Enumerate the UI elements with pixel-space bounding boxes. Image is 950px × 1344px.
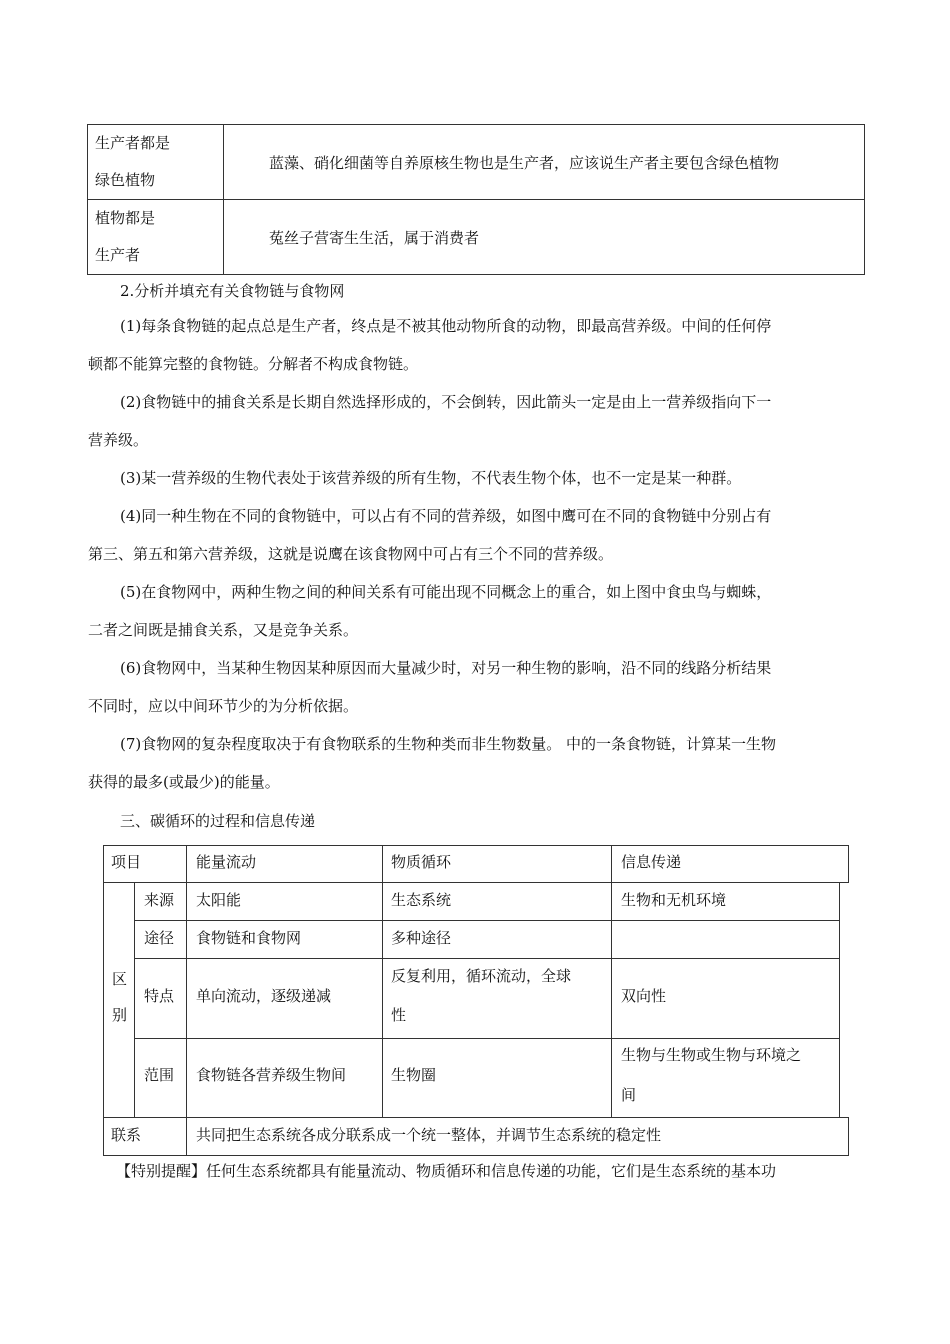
correction-cell: 蓝藻、硝化细菌等自养原核生物也是生产者，应该说生产者主要包含绿色植物 (224, 125, 865, 200)
table-row (88, 125, 865, 200)
table-row (88, 200, 865, 275)
paragraph-line: 获得的最多(或最少)的能量。 (88, 773, 280, 791)
cell-info: 间 (621, 1086, 637, 1104)
header-item: 项目 (111, 853, 142, 871)
cell-energy: 太阳能 (196, 891, 242, 909)
paragraph-line: (1)每条食物链的起点总是生产者，终点是不被其他动物所食的动物，即最高营养级。中间的任何停 (120, 317, 772, 335)
row-label: 来源 (144, 891, 175, 909)
misconception-line: 生产者 (95, 246, 141, 264)
paragraph-line: (6)食物网中，当某种生物因某种原因而大量减少时，对另一种生物的影响，沿不同的线路分析结果 (120, 659, 772, 677)
header-matter: 物质循环 (391, 853, 452, 871)
paragraph-line: 不同时，应以中间环节少的为分析依据。 (88, 697, 359, 715)
cell-matter: 性 (391, 1006, 407, 1024)
misconception-cell (88, 200, 224, 275)
row-label: 途径 (144, 929, 175, 947)
cell-info: 生物与生物或生物与环境之 (621, 1046, 802, 1064)
misconception-table (87, 124, 865, 275)
cell-energy: 单向流动，逐级递减 (196, 987, 332, 1005)
cell-matter: 生态系统 (391, 891, 452, 909)
header-energy: 能量流动 (196, 853, 257, 871)
group-label: 别 (112, 1006, 128, 1024)
header-info: 信息传递 (621, 853, 682, 871)
link-label: 联系 (111, 1126, 142, 1144)
cell-energy: 食物链和食物网 (196, 929, 302, 947)
paragraph-line: 第三、第五和第六营养级，这就是说鹰在该食物网中可占有三个不同的营养级。 (88, 545, 614, 563)
paragraph-line: (5)在食物网中，两种生物之间的种间关系有可能出现不同概念上的重合，如上图中食虫鸟与蜘蛛， (120, 583, 772, 601)
row-label: 范围 (144, 1066, 175, 1084)
paragraph-line: 顿都不能算完整的食物链。分解者不构成食物链。 (88, 355, 419, 373)
paragraph-line: 二者之间既是捕食关系，又是竞争关系。 (88, 621, 359, 639)
paragraph-line: (2)食物链中的捕食关系是长期自然选择形成的，不会倒转，因此箭头一定是由上一营养级指向下一 (120, 393, 772, 411)
group-label: 区 (112, 970, 128, 988)
cell-energy: 食物链各营养级生物间 (196, 1066, 347, 1084)
special-note: 【特别提醒】任何生态系统都具有能量流动、物质循环和信息传递的功能，它们是生态系统的基本功 (116, 1162, 777, 1180)
link-text: 共同把生态系统各成分联系成一个统一整体，并调节生态系统的稳定性 (196, 1126, 662, 1144)
paragraph-line: (7)食物网的复杂程度取决于有食物联系的生物种类而非生物数量。 中的一条食物链，计算某一生物 (120, 735, 777, 753)
paragraph-line: (3)某一营养级的生物代表处于该营养级的所有生物，不代表生物个体，也不一定是某一种群。 (120, 469, 742, 487)
misconception-cell (88, 125, 224, 200)
cell-matter: 多种途径 (391, 929, 452, 947)
misconception-line: 绿色植物 (95, 171, 156, 189)
cell-matter: 生物圈 (391, 1066, 437, 1084)
cell-info: 双向性 (621, 987, 667, 1005)
paragraph-line: 营养级。 (88, 431, 149, 449)
misconception-line: 植物都是 (95, 209, 156, 227)
cell-info: 生物和无机环境 (621, 891, 727, 909)
cell-matter: 反复利用，循环流动，全球 (391, 967, 572, 985)
correction-cell: 菟丝子营寄生生活，属于消费者 (224, 200, 865, 275)
paragraph-line: (4)同一种生物在不同的食物链中，可以占有不同的营养级，如图中鹰可在不同的食物链中分别占有 (120, 507, 772, 525)
section-heading: 2.分析并填充有关食物链与食物网 (120, 282, 345, 300)
group-label-cell (103, 882, 135, 1118)
misconception-line: 生产者都是 (95, 134, 171, 152)
section-heading: 三、碳循环的过程和信息传递 (120, 812, 316, 830)
row-label: 特点 (144, 987, 175, 1005)
